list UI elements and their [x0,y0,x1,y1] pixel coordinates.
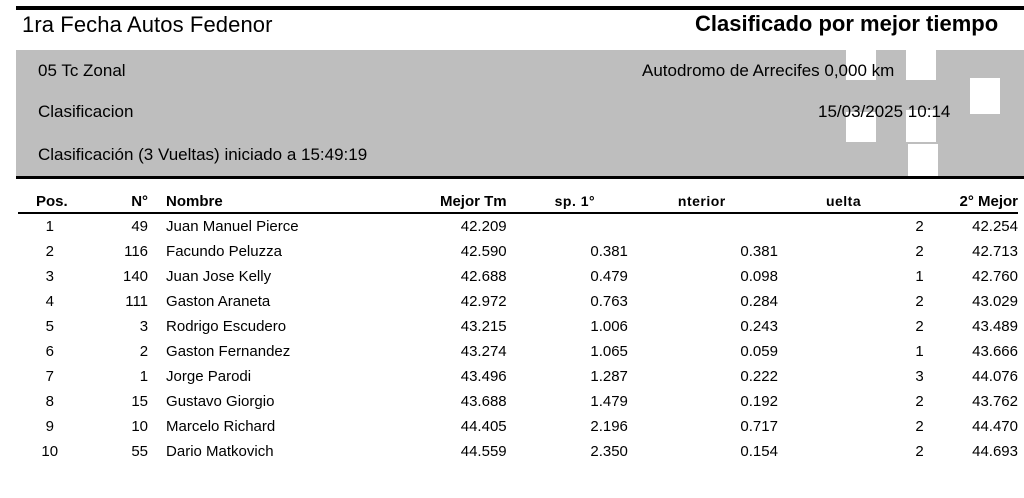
cell-pos: 6 [45,343,54,360]
cell-lap: 2 [915,443,924,460]
cell-diff-first: 0.763 [590,293,628,310]
cell-name: Gustavo Giorgio [166,393,275,410]
cell-second-best: 42.254 [972,218,1018,235]
checker-square [908,144,938,176]
cell-number: 55 [131,443,149,460]
cell-pos: 4 [45,293,54,310]
cell-lap: 2 [915,293,924,310]
cell-name: Marcelo Richard [166,418,276,435]
category-label: 05 Tc Zonal [38,61,126,80]
cell-pos: 8 [45,393,54,410]
cell-best: 42.590 [460,243,507,260]
table-header-row [18,190,1018,213]
cell-diff-first: 2.196 [590,418,628,435]
cell-diff-prev: 0.222 [740,368,778,385]
cell-second-best: 44.693 [972,443,1018,460]
cell-name: Facundo Peluzza [166,243,282,260]
table-row [18,389,1018,414]
cell-best: 44.405 [460,418,507,435]
cell-number: 116 [124,243,149,260]
table-row [18,239,1018,264]
table-row [18,213,1018,239]
cell-pos: 2 [45,243,54,260]
col-name: Nombre [166,192,223,210]
cell-number: 140 [123,268,149,285]
table-row [18,314,1018,339]
table-row [18,439,1018,464]
cell-best: 43.215 [460,318,507,335]
cell-diff-prev: 0.098 [740,268,778,285]
cell-second-best: 44.076 [972,368,1018,385]
cell-number: 10 [131,418,149,435]
cell-second-best: 43.666 [972,343,1018,360]
cell-pos: 1 [45,218,54,235]
cell-diff-first [507,213,628,239]
cell-diff-prev: 0.059 [740,343,778,360]
checker-square [906,50,936,80]
cell-pos: 7 [45,368,54,385]
cell-name: Dario Matkovich [166,443,274,460]
cell-pos: 10 [41,443,59,460]
cell-name: Gaston Fernandez [166,343,291,360]
cell-diff-prev: 0.154 [740,443,778,460]
band-rule [16,176,1024,179]
cell-number: 15 [131,393,149,410]
col-number: N° [131,192,149,210]
cell-diff-first: 1.065 [590,343,628,360]
venue-label: Autodromo de Arrecifes 0,000 km [642,61,895,80]
cell-diff-prev: 0.284 [740,293,778,310]
event-title: 1ra Fecha Autos Fedenor [22,12,273,37]
cell-lap: 2 [915,393,924,410]
session-datetime: 15/03/2025 10:14 [818,102,951,121]
cell-number: 2 [139,343,149,360]
col-pos: Pos. [36,192,68,210]
cell-diff-prev [628,213,778,239]
cell-diff-first: 0.381 [590,243,628,260]
cell-diff-prev: 0.381 [740,243,778,260]
checker-square [970,78,1000,114]
cell-second-best: 43.762 [972,393,1018,410]
cell-best: 43.496 [460,368,507,385]
session-detail: Clasificación (3 Vueltas) iniciado a 15:49:19 [38,145,368,164]
session-info-band [16,50,1024,176]
cell-diff-prev: 0.192 [740,393,778,410]
col-second-best: 2° Mejor [959,192,1018,210]
cell-lap: 3 [915,368,924,385]
cell-pos: 5 [45,318,54,335]
sort-title: Clasificado por mejor tiempo [695,11,999,36]
session-label: Clasificacion [38,102,134,121]
cell-diff-prev: 0.717 [740,418,778,435]
cell-diff-first: 0.479 [590,268,628,285]
cell-name: Gaston Araneta [166,293,271,310]
table-row [18,364,1018,389]
cell-number: 111 [125,293,149,310]
cell-diff-first: 1.287 [590,368,628,385]
cell-best: 42.972 [460,293,507,310]
cell-lap: 1 [915,268,924,285]
table-row [18,339,1018,364]
cell-best: 43.274 [460,343,507,360]
cell-best: 42.688 [460,268,507,285]
cell-diff-first: 1.006 [590,318,628,335]
cell-name: Juan Jose Kelly [166,268,272,285]
cell-best: 42.209 [460,218,507,235]
col-diff-prev: nterior [677,193,726,209]
cell-number: 1 [139,368,149,385]
table-row [18,289,1018,314]
results-table [18,190,1018,464]
table-row [18,264,1018,289]
cell-second-best: 43.029 [972,293,1018,310]
cell-second-best: 43.489 [972,318,1018,335]
cell-diff-first: 2.350 [590,443,628,460]
cell-second-best: 44.470 [972,418,1018,435]
col-lap: uelta [825,193,862,209]
cell-number: 49 [131,218,149,235]
cell-pos: 9 [45,418,54,435]
cell-pos: 3 [45,268,54,285]
cell-lap: 1 [915,343,924,360]
cell-name: Jorge Parodi [166,368,252,385]
cell-name: Rodrigo Escudero [166,318,287,335]
cell-number: 3 [139,318,149,335]
cell-lap: 2 [915,418,924,435]
col-diff-first: sp. 1° [554,193,596,209]
cell-second-best: 42.760 [972,268,1018,285]
cell-best: 43.688 [460,393,507,410]
cell-diff-first: 1.479 [590,393,628,410]
cell-second-best: 42.713 [972,243,1018,260]
cell-lap: 2 [915,243,924,260]
header-rule [16,6,1024,10]
cell-lap: 2 [915,318,924,335]
table-row [18,414,1018,439]
col-best: Mejor Tm [439,192,507,210]
cell-best: 44.559 [460,443,507,460]
cell-lap: 2 [915,218,924,235]
cell-name: Juan Manuel Pierce [166,218,299,235]
cell-diff-prev: 0.243 [740,318,778,335]
